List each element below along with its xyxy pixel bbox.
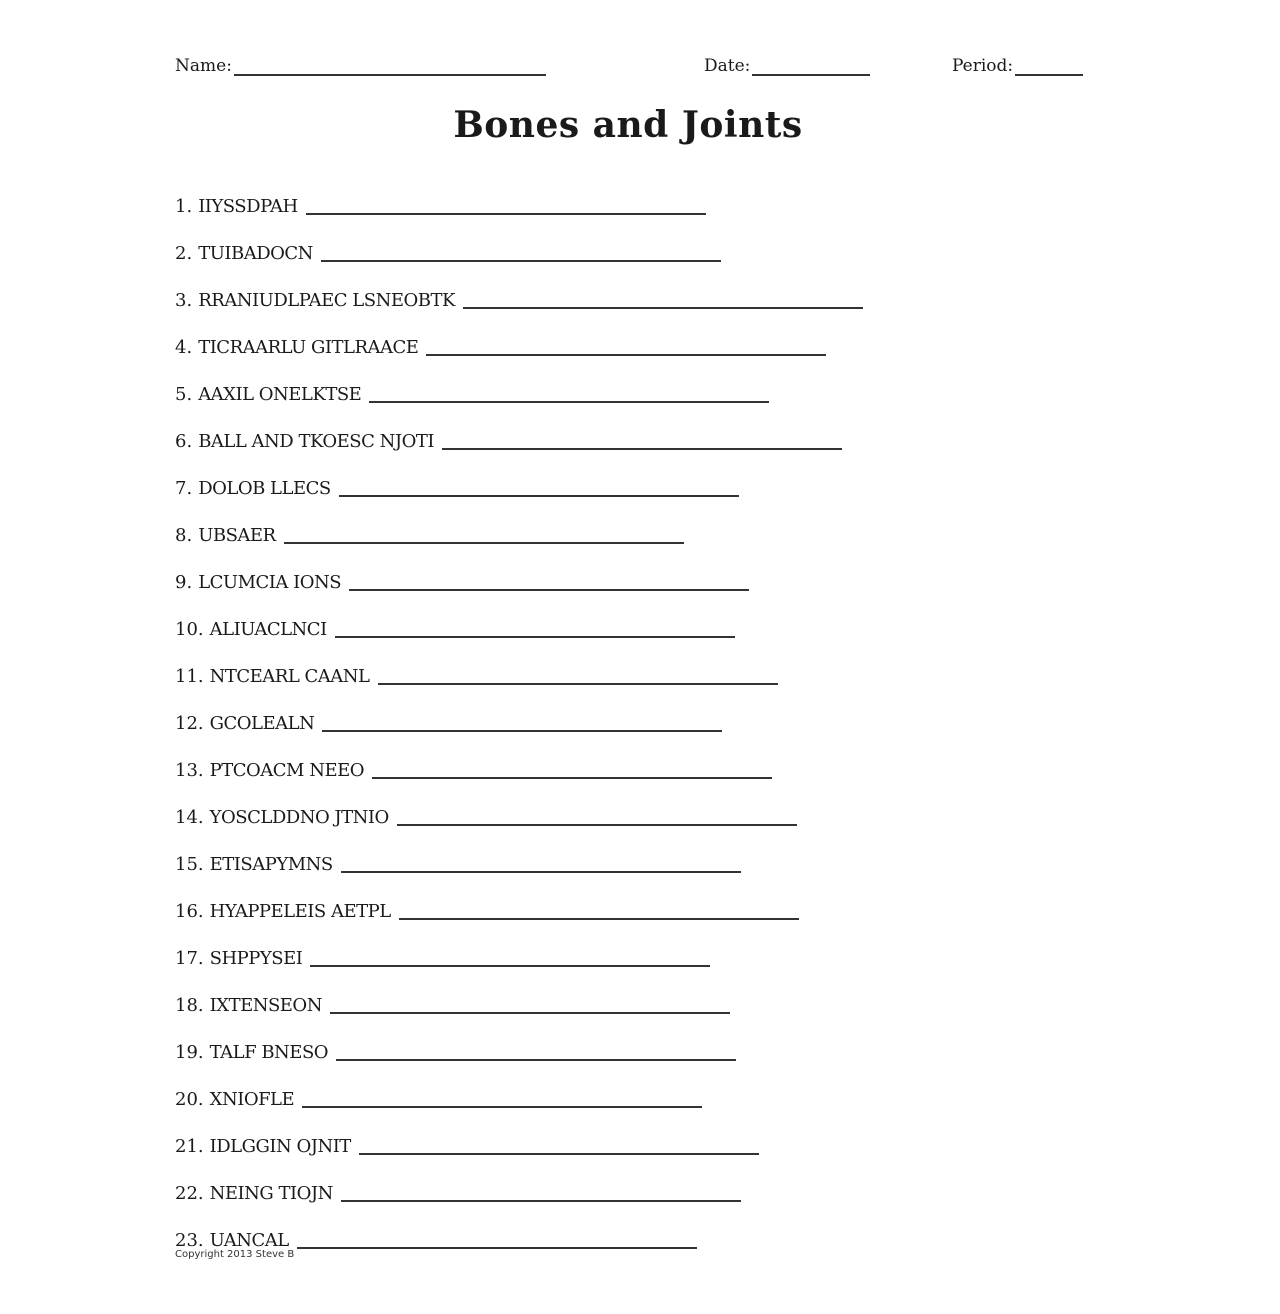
- item-number: 16.: [175, 901, 204, 922]
- scrambled-word: NTCEARL CAANL: [209, 666, 370, 687]
- answer-blank: [349, 569, 749, 591]
- scrambled-word: HYAPPELEIS AETPL: [209, 901, 391, 922]
- list-item: [175, 969, 863, 1016]
- item-number: 1.: [175, 196, 193, 217]
- item-number: 10.: [175, 619, 204, 640]
- scrambled-word: AAXIL ONELKTSE: [198, 384, 362, 405]
- name-label: Name:: [175, 56, 232, 76]
- scrambled-word: LCUMCIA IONS: [198, 572, 342, 593]
- scrambled-word: DOLOB LLECS: [198, 478, 331, 499]
- item-number: 3.: [175, 290, 193, 311]
- list-item: [175, 640, 863, 687]
- item-number: 7.: [175, 478, 193, 499]
- copyright-notice: Copyright 2013 Steve B: [175, 1249, 295, 1260]
- name-field: [175, 56, 546, 76]
- period-field: [952, 56, 1083, 76]
- list-item: [175, 1110, 863, 1157]
- answer-blank: [322, 710, 722, 732]
- answer-blank: [463, 287, 863, 309]
- list-item: [175, 217, 863, 264]
- answer-blank: [336, 1039, 736, 1061]
- list-item: [175, 1204, 863, 1251]
- scrambled-word: SHPPYSEI: [209, 948, 303, 969]
- list-item: [175, 546, 863, 593]
- list-item: [175, 687, 863, 734]
- scrambled-word: UBSAER: [198, 525, 276, 546]
- answer-blank: [302, 1086, 702, 1108]
- item-number: 15.: [175, 854, 204, 875]
- answer-blank: [310, 945, 710, 967]
- scrambled-word: TUIBADOCN: [198, 243, 313, 264]
- list-item: [175, 499, 863, 546]
- list-item: [175, 593, 863, 640]
- answer-blank: [335, 616, 735, 638]
- list-item: [175, 358, 863, 405]
- answer-blank: [369, 381, 769, 403]
- item-number: 19.: [175, 1042, 204, 1063]
- item-number: 18.: [175, 995, 204, 1016]
- scrambled-word: IDLGGIN OJNIT: [209, 1136, 351, 1157]
- answer-blank: [397, 804, 797, 826]
- answer-blank: [341, 851, 741, 873]
- answer-blank: [372, 757, 772, 779]
- date-label: Date:: [704, 56, 751, 76]
- item-number: 13.: [175, 760, 204, 781]
- item-number: 9.: [175, 572, 193, 593]
- list-item: [175, 1063, 863, 1110]
- item-number: 20.: [175, 1089, 204, 1110]
- scrambled-word: ETISAPYMNS: [209, 854, 333, 875]
- scrambled-word: XNIOFLE: [209, 1089, 295, 1110]
- list-item: [175, 828, 863, 875]
- period-blank: [1015, 56, 1083, 76]
- name-blank: [234, 56, 546, 76]
- item-number: 22.: [175, 1183, 204, 1204]
- scrambled-word: TICRAARLU GITLRAACE: [198, 337, 419, 358]
- scrambled-word: BALL AND TKOESC NJOTI: [198, 431, 434, 452]
- answer-blank: [341, 1180, 741, 1202]
- item-number: 12.: [175, 713, 204, 734]
- item-number: 5.: [175, 384, 193, 405]
- scrambled-word: YOSCLDDNO JTNIO: [209, 807, 389, 828]
- list-item: [175, 311, 863, 358]
- item-number: 14.: [175, 807, 204, 828]
- item-number: 2.: [175, 243, 193, 264]
- page-title: Bones and Joints: [453, 104, 803, 146]
- item-number: 21.: [175, 1136, 204, 1157]
- scrambled-word: GCOLEALN: [209, 713, 315, 734]
- date-field: [704, 56, 870, 76]
- list-item: [175, 405, 863, 452]
- scrambled-word: TALF BNESO: [209, 1042, 329, 1063]
- item-number: 23.: [175, 1230, 204, 1251]
- list-item: [175, 734, 863, 781]
- list-item: [175, 264, 863, 311]
- answer-blank: [321, 240, 721, 262]
- answer-blank: [378, 663, 778, 685]
- answer-blank: [297, 1227, 697, 1249]
- scrambled-word: ALIUACLNCI: [209, 619, 327, 640]
- answer-blank: [339, 475, 739, 497]
- answer-blank: [330, 992, 730, 1014]
- answer-blank: [306, 193, 706, 215]
- list-item: [175, 1157, 863, 1204]
- answer-blank: [399, 898, 799, 920]
- item-number: 11.: [175, 666, 204, 687]
- list-item: [175, 922, 863, 969]
- item-number: 6.: [175, 431, 193, 452]
- list-item: [175, 452, 863, 499]
- scrambled-word: NEING TIOJN: [209, 1183, 333, 1204]
- scrambled-word: RRANIUDLPAEC LSNEOBTK: [198, 290, 455, 311]
- list-item: [175, 170, 863, 217]
- scrambled-word: UANCAL: [209, 1230, 289, 1251]
- list-item: [175, 1016, 863, 1063]
- answer-blank: [359, 1133, 759, 1155]
- item-number: 4.: [175, 337, 193, 358]
- list-item: [175, 781, 863, 828]
- answer-blank: [284, 522, 684, 544]
- scrambled-word: IIYSSDPAH: [198, 196, 298, 217]
- scrambled-word: PTCOACM NEEO: [209, 760, 364, 781]
- list-item: [175, 875, 863, 922]
- answer-blank: [426, 334, 826, 356]
- date-blank: [752, 56, 870, 76]
- word-scramble-list: [175, 170, 863, 1251]
- answer-blank: [442, 428, 842, 450]
- item-number: 17.: [175, 948, 204, 969]
- scrambled-word: IXTENSEON: [209, 995, 322, 1016]
- period-label: Period:: [952, 56, 1014, 76]
- item-number: 8.: [175, 525, 193, 546]
